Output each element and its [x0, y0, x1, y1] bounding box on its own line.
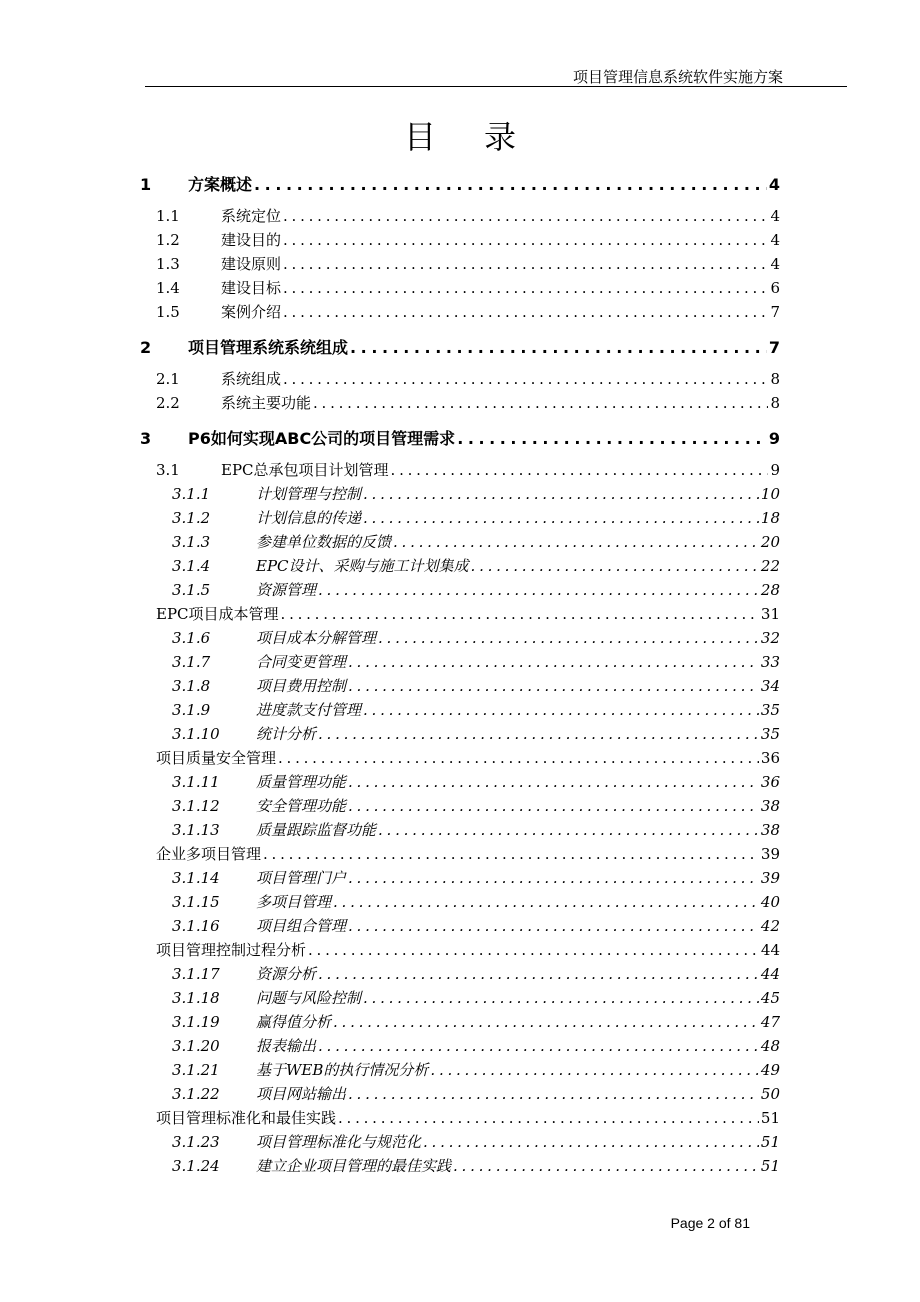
- toc-dot-leader: [283, 279, 768, 297]
- toc-entry[interactable]: [0, 723, 780, 744]
- toc-dot-leader: [283, 370, 768, 388]
- toc-dot-leader: [318, 581, 759, 599]
- toc-entry-number: 3.1.20: [172, 1037, 220, 1055]
- toc-entry-page: 39: [760, 869, 780, 887]
- toc-dot-leader: [278, 749, 759, 767]
- toc-entry-number: 1.3: [156, 255, 180, 273]
- toc-entry-number: 3.1.23: [172, 1133, 220, 1151]
- toc-dot-leader: [457, 429, 767, 448]
- toc-entry-title: 建立企业项目管理的最佳实践: [256, 1157, 452, 1175]
- toc-entry-title: 进度款支付管理: [256, 701, 362, 719]
- toc-dot-leader: [283, 303, 768, 321]
- toc-entry-number: 3.1.9: [172, 701, 211, 719]
- toc-entry-page: 4: [768, 175, 780, 194]
- toc-dot-leader: [348, 653, 759, 671]
- toc-entry[interactable]: [0, 1083, 780, 1104]
- toc-dot-leader: [333, 893, 759, 911]
- toc-entry-title: 资源管理: [256, 581, 317, 599]
- toc-entry[interactable]: [0, 915, 780, 936]
- toc-entry[interactable]: [0, 1035, 780, 1056]
- toc-entry-number: 2.1: [156, 370, 180, 388]
- toc-dot-leader: [363, 485, 759, 503]
- running-header: 项目管理信息系统软件实施方案: [572, 68, 783, 86]
- toc-entry[interactable]: [0, 867, 780, 888]
- toc-entry-number: 3.1.5: [172, 581, 211, 599]
- toc-dot-leader: [318, 725, 759, 743]
- toc-entry-page: 7: [770, 303, 780, 321]
- toc-entry-page: 51: [760, 1157, 780, 1175]
- toc-entry-page: 40: [760, 893, 780, 911]
- toc-entry-page: 32: [760, 629, 780, 647]
- toc-entry-number: 3.1.12: [172, 797, 220, 815]
- toc-entry[interactable]: [0, 819, 780, 840]
- toc-entry-title: 项目质量安全管理: [156, 749, 277, 767]
- toc-dot-leader: [254, 175, 767, 194]
- toc-entry-title: 项目管理控制过程分析: [156, 941, 307, 959]
- toc-entry-page: 34: [760, 677, 780, 695]
- toc-entry-page: 44: [760, 965, 780, 983]
- toc-entry-page: 42: [760, 917, 780, 935]
- toc-entry[interactable]: [0, 579, 780, 600]
- toc-entry-title: 系统组成: [221, 370, 282, 388]
- toc-entry-number: 3: [140, 429, 152, 448]
- toc-entry[interactable]: [0, 335, 780, 358]
- toc-entry-number: 3.1.2: [172, 509, 211, 527]
- toc-entry-number: 3.1.3: [172, 533, 211, 551]
- toc-dot-leader: [350, 338, 767, 357]
- toc-entry-page: 7: [768, 338, 780, 357]
- toc-entry-number: 3.1.4: [172, 557, 211, 575]
- toc-entry-title: 项目费用控制: [256, 677, 347, 695]
- toc-entry-page: 10: [760, 485, 780, 503]
- toc-entry-title: 项目组合管理: [256, 917, 347, 935]
- toc-entry-number: 1.5: [156, 303, 180, 321]
- toc-entry-title: 资源分析: [256, 965, 317, 983]
- toc-dot-leader: [283, 231, 768, 249]
- toc-entry[interactable]: [0, 277, 780, 298]
- toc-entry-number: 3.1.11: [172, 773, 220, 791]
- toc-entry-page: 8: [770, 370, 780, 388]
- toc-dot-leader: [333, 1013, 759, 1031]
- toc-entry[interactable]: [0, 1059, 780, 1080]
- toc-entry-title: 计划管理与控制: [256, 485, 362, 503]
- toc-entry-page: 47: [760, 1013, 780, 1031]
- toc-entry[interactable]: [0, 987, 780, 1008]
- toc-dot-leader: [471, 557, 759, 575]
- toc-entry[interactable]: [0, 392, 780, 413]
- toc-entry-title: 方案概述: [188, 175, 253, 194]
- toc-entry-title: 合同变更管理: [256, 653, 347, 671]
- toc-dot-leader: [283, 207, 768, 225]
- toc-entry-number: 3.1.15: [172, 893, 220, 911]
- toc-entry[interactable]: [0, 205, 780, 226]
- toc-dot-leader: [348, 869, 759, 887]
- toc-dot-leader: [393, 533, 759, 551]
- toc-entry-page: 4: [770, 231, 780, 249]
- toc-entry-page: 4: [770, 207, 780, 225]
- toc-entry-title: 建设目的: [221, 231, 282, 249]
- toc-entry-title: P6如何实现ABC公司的项目管理需求: [188, 429, 456, 448]
- toc-entry[interactable]: [0, 301, 780, 322]
- toc-entry[interactable]: [0, 963, 780, 984]
- toc-entry-title: 项目管理门户: [256, 869, 347, 887]
- toc-entry-page: 18: [760, 509, 780, 527]
- toc-entry-number: 3.1.8: [172, 677, 211, 695]
- toc-entry-number: 3.1.6: [172, 629, 211, 647]
- toc-entry-page: 36: [760, 749, 780, 767]
- toc-entry-page: 51: [760, 1133, 780, 1151]
- toc-entry[interactable]: [0, 939, 780, 960]
- toc-dot-leader: [423, 1133, 759, 1151]
- toc-title: 目录: [403, 118, 564, 156]
- toc-entry-number: 3.1.10: [172, 725, 220, 743]
- toc-entry[interactable]: [0, 1131, 780, 1152]
- toc-entry[interactable]: [0, 675, 780, 696]
- toc-entry-page: 49: [760, 1061, 780, 1079]
- toc-entry-title: 基于WEB的执行情况分析: [256, 1061, 429, 1079]
- toc-entry-page: 48: [760, 1037, 780, 1055]
- toc-entry-title: 企业多项目管理: [156, 845, 262, 863]
- toc-entry-number: 2: [140, 338, 152, 357]
- toc-dot-leader: [378, 821, 759, 839]
- toc-dot-leader: [348, 917, 759, 935]
- toc-dot-leader: [348, 1085, 759, 1103]
- toc-entry-page: 50: [760, 1085, 780, 1103]
- toc-entry-number: 3.1.13: [172, 821, 220, 839]
- toc-entry-title: 项目网站输出: [256, 1085, 347, 1103]
- toc-entry[interactable]: [0, 747, 780, 768]
- toc-entry-title: 参建单位数据的反馈: [256, 533, 392, 551]
- toc-entry-number: 3.1.18: [172, 989, 220, 1007]
- toc-entry-title: 报表输出: [256, 1037, 317, 1055]
- toc-dot-leader: [318, 1037, 759, 1055]
- toc-entry-number: 3.1: [156, 461, 180, 479]
- toc-dot-leader: [348, 773, 759, 791]
- toc-entry[interactable]: [0, 531, 780, 552]
- toc-dot-leader: [308, 941, 759, 959]
- toc-entry[interactable]: [0, 483, 780, 504]
- toc-entry-page: 33: [760, 653, 780, 671]
- toc-entry-number: 3.1.1: [172, 485, 211, 503]
- toc-entry[interactable]: [0, 891, 780, 912]
- toc-entry-page: 44: [760, 941, 780, 959]
- toc-entry-page: 4: [770, 255, 780, 273]
- toc-entry[interactable]: [0, 172, 780, 195]
- toc-entry-page: 38: [760, 797, 780, 815]
- toc-entry-page: 39: [760, 845, 780, 863]
- toc-entry[interactable]: [0, 1107, 780, 1128]
- toc-entry-title: EPC总承包项目计划管理: [221, 461, 389, 479]
- toc-entry[interactable]: [0, 507, 780, 528]
- toc-entry-title: 系统主要功能: [221, 394, 312, 412]
- toc-entry-page: 8: [770, 394, 780, 412]
- toc-entry[interactable]: [0, 1011, 780, 1032]
- toc-dot-leader: [363, 989, 759, 1007]
- toc-entry-title: 多项目管理: [256, 893, 332, 911]
- toc-entry-title: 计划信息的传递: [256, 509, 362, 527]
- toc-entry-number: 3.1.24: [172, 1157, 220, 1175]
- toc-entry[interactable]: [0, 1155, 780, 1176]
- toc-entry-title: EPC设计、采购与施工计划集成: [256, 557, 469, 575]
- toc-dot-leader: [263, 845, 759, 863]
- toc-entry-title: 案例介绍: [221, 303, 282, 321]
- toc-entry[interactable]: [0, 253, 780, 274]
- toc-entry-page: 6: [770, 279, 780, 297]
- toc-dot-leader: [313, 394, 768, 412]
- toc-entry-title: 项目成本分解管理: [256, 629, 377, 647]
- toc-dot-leader: [283, 255, 768, 273]
- toc-entry-title: 建设原则: [221, 255, 282, 273]
- toc-entry[interactable]: [0, 603, 780, 624]
- toc-entry-title: 项目管理标准化和最佳实践: [156, 1109, 337, 1127]
- toc-entry-page: 9: [768, 429, 780, 448]
- toc-entry-page: 31: [760, 605, 780, 623]
- toc-dot-leader: [348, 677, 759, 695]
- toc-entry-page: 20: [760, 533, 780, 551]
- toc-entry-page: 35: [760, 701, 780, 719]
- toc-entry-title: 问题与风险控制: [256, 989, 362, 1007]
- page-number: Page 2 of 81: [670, 1215, 750, 1231]
- toc-entry-number: 3.1.7: [172, 653, 211, 671]
- toc-entry-title: 统计分析: [256, 725, 317, 743]
- toc-entry-number: 3.1.19: [172, 1013, 220, 1031]
- toc-entry-title: 建设目标: [221, 279, 282, 297]
- toc-dot-leader: [363, 701, 759, 719]
- toc-entry-page: 45: [760, 989, 780, 1007]
- toc-entry-page: 9: [770, 461, 780, 479]
- toc-entry-page: 38: [760, 821, 780, 839]
- toc-dot-leader: [338, 1109, 759, 1127]
- toc-entry[interactable]: [0, 699, 780, 720]
- toc-entry-page: 35: [760, 725, 780, 743]
- toc-dot-leader: [430, 1061, 759, 1079]
- toc-entry[interactable]: [0, 651, 780, 672]
- toc-entry-title: 质量跟踪监督功能: [256, 821, 377, 839]
- toc-dot-leader: [348, 797, 759, 815]
- toc-entry[interactable]: [0, 795, 780, 816]
- toc-entry[interactable]: [0, 555, 780, 576]
- toc-entry-title: 项目管理标准化与规范化: [256, 1133, 422, 1151]
- toc-entry-title: 系统定位: [221, 207, 282, 225]
- toc-entry[interactable]: [0, 627, 780, 648]
- toc-dot-leader: [391, 461, 769, 479]
- toc-entry-number: 1.2: [156, 231, 180, 249]
- toc-entry-title: 赢得值分析: [256, 1013, 332, 1031]
- toc-entry[interactable]: [0, 771, 780, 792]
- toc-entry[interactable]: [0, 459, 780, 480]
- toc-dot-leader: [318, 965, 759, 983]
- toc-entry-title: 项目管理系统系统组成: [188, 338, 349, 357]
- toc-entry-number: 1: [140, 175, 152, 194]
- toc-dot-leader: [453, 1157, 759, 1175]
- toc-dot-leader: [281, 605, 759, 623]
- toc-entry-number: 1.1: [156, 207, 180, 225]
- toc-dot-leader: [378, 629, 759, 647]
- toc-dot-leader: [363, 509, 759, 527]
- toc-entry-number: 2.2: [156, 394, 180, 412]
- toc-entry-number: 3.1.22: [172, 1085, 220, 1103]
- toc-entry[interactable]: [0, 426, 780, 449]
- toc-entry-page: 22: [760, 557, 780, 575]
- toc-entry-page: 36: [760, 773, 780, 791]
- toc-entry-page: 28: [760, 581, 780, 599]
- toc-entry[interactable]: [0, 843, 780, 864]
- toc-entry-number: 3.1.14: [172, 869, 220, 887]
- header-rule: [145, 86, 847, 87]
- toc-entry-title: EPC项目成本管理: [156, 605, 279, 623]
- toc-entry-page: 51: [760, 1109, 780, 1127]
- toc-entry[interactable]: [0, 368, 780, 389]
- toc-entry[interactable]: [0, 229, 780, 250]
- toc-entry-title: 安全管理功能: [256, 797, 347, 815]
- toc-entry-number: 3.1.17: [172, 965, 220, 983]
- toc-entry-number: 3.1.21: [172, 1061, 220, 1079]
- toc-entry-title: 质量管理功能: [256, 773, 347, 791]
- toc-entry-number: 1.4: [156, 279, 180, 297]
- toc-entry-number: 3.1.16: [172, 917, 220, 935]
